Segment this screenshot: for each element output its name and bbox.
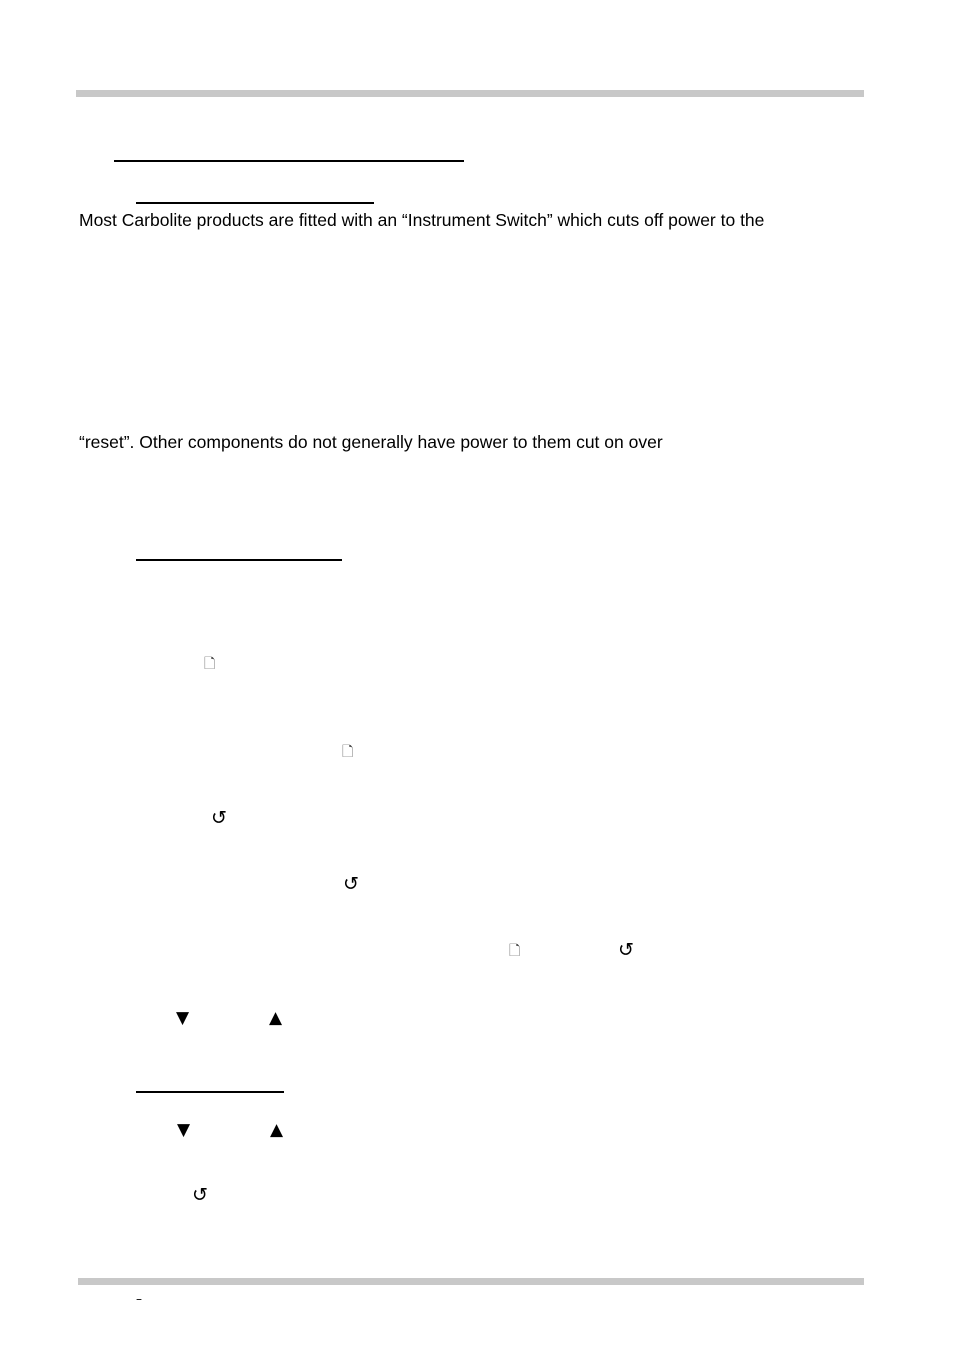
subheading-underline-1 [136,202,374,204]
subheading-underline-2 [136,559,342,561]
page-key-icon: 🗋 [509,943,521,959]
down-arrow-key-icon: ▼ [177,1120,191,1140]
header-rule [76,90,864,97]
scroll-key-icon: ↺ [211,807,227,829]
up-arrow-key-icon: ▲ [269,1008,283,1028]
scroll-key-icon: ↺ [343,873,359,895]
scroll-key-icon: ↺ [192,1184,208,1206]
page-key-icon: 🗋 [204,656,216,672]
up-arrow-key-icon: ▲ [270,1120,284,1140]
body-line-1: Most Carbolite products are fitted with an “Instrument Switch” which cuts off power to the [79,210,765,230]
section-heading-underline [114,160,464,162]
down-arrow-key-icon: ▼ [176,1008,190,1028]
footer-mark: – [136,1292,142,1306]
footer-rule [78,1278,864,1285]
page-key-icon: 🗋 [342,744,354,760]
body-line-2: “reset”. Other components do not generally have power to them cut on over [79,432,663,452]
subheading-underline-3 [136,1091,284,1093]
scroll-key-icon: ↺ [618,939,634,961]
